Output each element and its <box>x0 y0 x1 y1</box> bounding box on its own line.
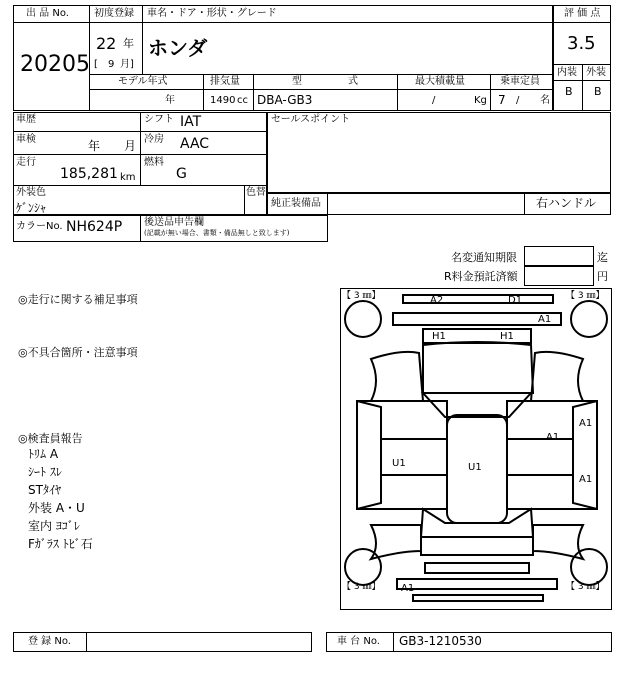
damage-right-quarter: A1 <box>579 474 593 485</box>
exterior-label: 外装 <box>586 67 606 78</box>
aftermarket-note: (記載が無い場合、書類・備品無しと致します) <box>144 229 290 237</box>
defects-label: ◎不具合箇所・注意事項 <box>18 346 138 359</box>
mileage-value: 185,281 <box>60 166 118 182</box>
ac-label: 冷房 <box>144 134 164 145</box>
first-reg-label: 初度登録 <box>94 8 134 19</box>
tire-depth-rear-left: 【 3 ㎜】 <box>342 582 381 592</box>
damage-headlight-right: H1 <box>500 331 514 342</box>
tire-depth-front-right: 【 3 ㎜】 <box>566 291 605 301</box>
displacement-label: 排気量 <box>210 76 240 87</box>
left-side-body <box>357 401 447 509</box>
year-unit: 年 <box>123 37 134 50</box>
ac-value: AAC <box>180 136 210 152</box>
car-name-label: 車名・ドア・形状・グレード <box>147 8 277 19</box>
rear-window <box>421 509 533 537</box>
inspection-label: 車検 <box>16 134 36 145</box>
hood <box>423 342 533 393</box>
sales-point-label: セールスポイント <box>271 114 351 125</box>
damage-left-door: U1 <box>392 458 406 469</box>
chassis-label: 車 台 No. <box>337 636 380 647</box>
model-label-1: 型 <box>292 76 302 87</box>
inspector-label: ◎検査員報告 <box>18 432 83 445</box>
model-code: DBA-GB3 <box>257 93 313 107</box>
front-grille <box>393 313 561 325</box>
damage-front-bumper-left: A2 <box>430 295 444 306</box>
car-outline <box>341 289 613 611</box>
history-label: 車歴 <box>16 114 36 125</box>
color-no-label: カラーNo. <box>16 221 63 232</box>
capacity-slash: / <box>516 95 520 106</box>
max-load-label: 最大積載量 <box>415 76 465 87</box>
car-name: ホンダ <box>148 36 208 60</box>
inspection-year-unit: 年 <box>88 139 101 153</box>
mileage-label: 走行 <box>16 157 36 168</box>
max-load-unit: Kg <box>474 95 487 106</box>
tail-lamps <box>425 563 529 573</box>
damage-rear-bumper: A1 <box>401 583 415 594</box>
left-rear-quarter <box>371 525 421 559</box>
shift-label: シフト <box>144 114 174 125</box>
color-changed-label: 色替 <box>246 187 266 198</box>
fuel-label: 燃料 <box>144 157 164 168</box>
inspection-month-unit: 月 <box>124 139 137 153</box>
name-change-box <box>524 246 594 266</box>
interior-grade: B <box>565 85 573 98</box>
reg-no-label: 登 録 No. <box>28 636 71 647</box>
name-change-label: 名変通知期限 <box>451 251 517 264</box>
displacement-value: 1490 <box>210 95 236 106</box>
damage-grille: A1 <box>538 314 552 325</box>
month-unit: 月] <box>120 59 134 70</box>
month-open: [ <box>94 59 98 70</box>
damage-diagram <box>340 288 612 610</box>
displacement-unit: cc <box>237 95 248 106</box>
damage-right-fender: A1 <box>579 418 593 429</box>
right-front-fender <box>531 352 583 401</box>
tailgate <box>421 537 533 555</box>
first-reg-year: 22 <box>96 34 117 53</box>
chassis-number: GB3-1210530 <box>399 634 482 648</box>
aftermarket-label: 後送品申告欄 <box>144 217 204 228</box>
tire-rear-right <box>571 549 607 585</box>
tire-depth-rear-right: 【 3 ㎜】 <box>566 582 605 592</box>
genuine-equipment-label: 純正装備品 <box>271 198 321 209</box>
model-label-2: 式 <box>348 76 358 87</box>
driving-notes-label: ◎走行に関する補足事項 <box>18 293 138 306</box>
recycle-box <box>524 266 594 286</box>
recycle-unit: 円 <box>597 270 608 283</box>
inspector-line: STﾀｲﾔ <box>28 483 61 497</box>
model-year-unit: 年 <box>165 95 175 106</box>
inspector-line: 外装 A・U <box>28 501 85 515</box>
steering-value: 右ハンドル <box>536 196 597 210</box>
exterior-grade: B <box>594 85 602 98</box>
rear-skirt <box>413 595 543 601</box>
left-front-fender <box>371 352 423 401</box>
tire-depth-front-left: 【 3 ㎜】 <box>342 291 381 301</box>
inspector-line: ﾄﾘﾑ A <box>28 447 59 461</box>
damage-headlight-left: H1 <box>432 331 446 342</box>
name-change-unit: 迄 <box>597 251 608 264</box>
first-reg-month: 9 <box>108 59 115 70</box>
rear-bumper <box>397 579 557 589</box>
lot-label: 出 品 No. <box>26 8 69 19</box>
damage-front-bumper-right: D1 <box>508 295 523 306</box>
score-value: 3.5 <box>567 33 596 54</box>
color-value: ｹﾞﾝｼｬ <box>16 201 47 215</box>
color-label: 外装色 <box>16 187 46 198</box>
capacity-value: 7 <box>498 93 506 107</box>
max-load-slash: / <box>432 95 436 106</box>
lot-number: 20205 <box>20 52 90 77</box>
score-label: 評 価 点 <box>564 8 601 19</box>
tire-front-left <box>345 301 381 337</box>
fuel-value: G <box>176 166 187 182</box>
inspector-line: ｼｰﾄ ｽﾚ <box>28 465 62 479</box>
color-no-value: NH624P <box>66 219 123 235</box>
capacity-unit: 名 <box>540 95 550 106</box>
tire-front-right <box>571 301 607 337</box>
inspector-line: Fｶﾞﾗｽ ﾄﾋﾞ石 <box>28 537 93 551</box>
inspector-line: 室内 ﾖｺﾞﾚ <box>28 519 80 533</box>
mileage-unit: km <box>120 172 136 183</box>
recycle-label: R料金預託済額 <box>444 270 518 283</box>
windshield <box>423 393 531 417</box>
shift-value: IAT <box>180 114 202 130</box>
tire-rear-left <box>345 549 381 585</box>
model-year-label: モデル年式 <box>118 76 168 87</box>
front-bumper <box>403 295 553 303</box>
damage-roof: U1 <box>468 462 482 473</box>
damage-right-door: A1 <box>546 432 560 443</box>
left-pillars <box>357 401 381 509</box>
interior-label: 内装 <box>557 67 577 78</box>
capacity-label: 乗車定員 <box>500 76 540 87</box>
